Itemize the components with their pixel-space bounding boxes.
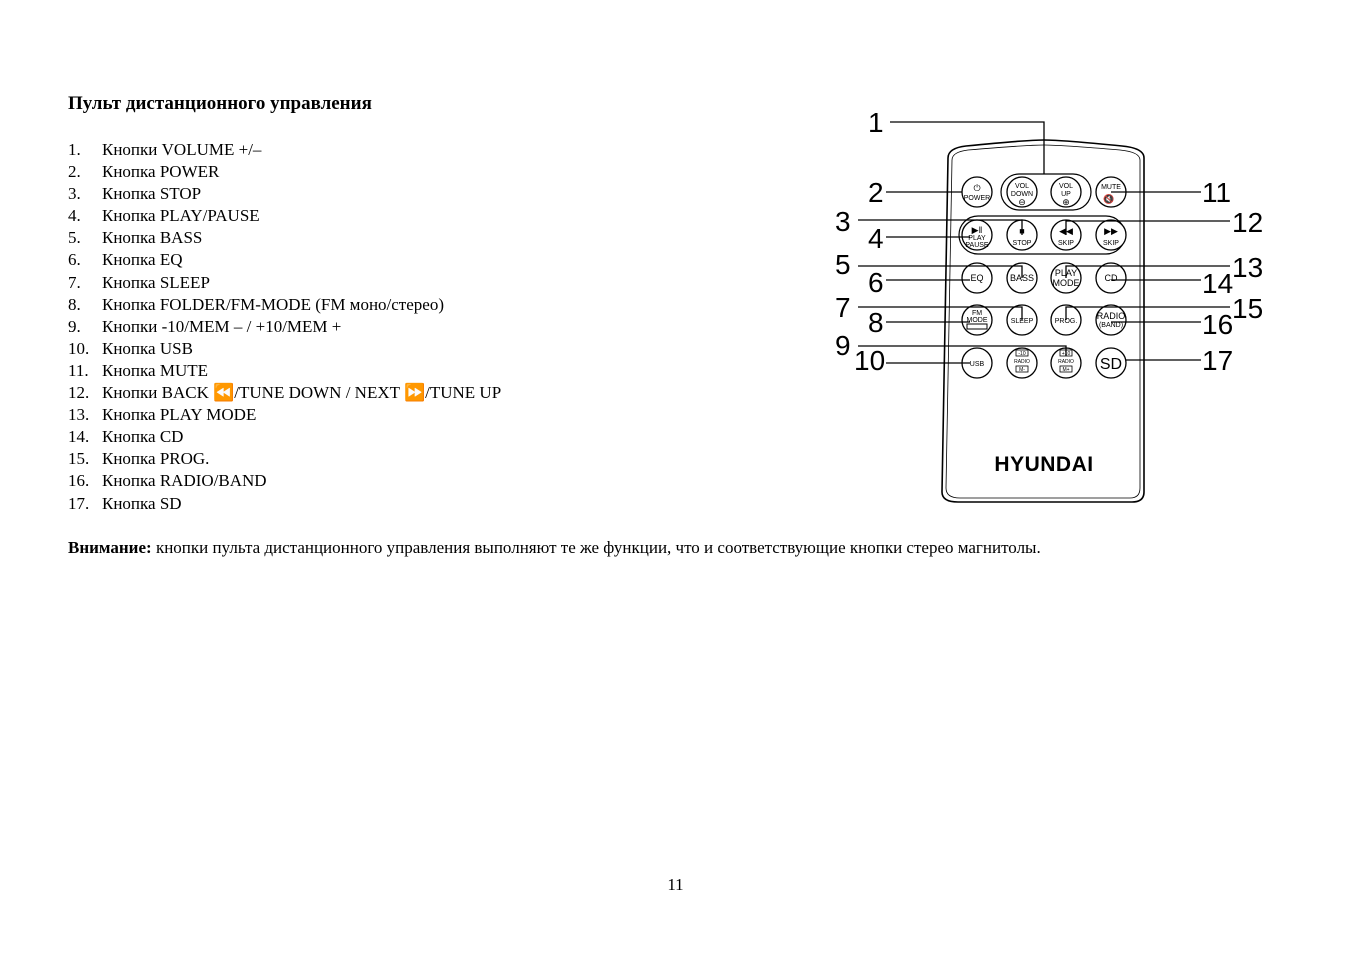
list-item [68,272,501,294]
list-text: Кнопки -10/MEM – / +10/MEM + [102,316,342,336]
bass-button-label: BASS [1009,273,1035,283]
vol-down-label-2: DOWN [1010,191,1034,198]
list-number: 13. [68,405,90,425]
list-text: Кнопка STOP [102,184,202,204]
callout-12: 12 [1232,207,1264,238]
list-item [68,404,501,426]
list-number: 5. [68,228,81,248]
skip-forward-button [1096,220,1126,250]
page-number: 11 [667,875,684,894]
list-item [68,426,501,448]
list-number: 14. [68,427,90,447]
eq-button [962,263,992,293]
fast-forward-icon: ▶▶ [1104,226,1118,236]
list-number: 10. [68,338,90,358]
cd-button [1096,263,1126,293]
list-number: 9. [68,316,81,336]
power-icon: ⏻ [973,183,981,193]
sleep-button-label: SLEEP [1010,318,1034,325]
vol-up-label-1: VOL [1058,183,1074,190]
list-number: 7. [68,272,81,292]
vol-up-button [1051,177,1081,207]
fm-mode-label-2: MODE [966,317,988,324]
callout-8: 8 [868,307,884,338]
list-text: Кнопка CD [102,427,184,447]
list-item [68,360,501,382]
vol-up-label-2: UP [1061,191,1071,198]
list-text: Кнопка SLEEP [102,272,210,292]
sd-button-label: SD [1099,356,1123,373]
callout-15: 15 [1232,293,1264,324]
list-item [68,470,501,492]
list-number: 4. [68,206,81,226]
callout-14: 14 [1202,268,1234,299]
callout-2: 2 [868,177,884,208]
vol-down-button [1007,177,1037,207]
play-label-2: PAUSE [965,242,989,249]
list-item [68,161,501,183]
plus10-label-bot: M+ [1062,367,1070,373]
brand-logo: HYUNDAI [994,453,1094,476]
list-number: 6. [68,250,81,270]
callout-1: 1 [868,107,884,138]
sd-button [1096,348,1126,378]
skip-back-label: SKIP [1058,240,1074,247]
list-number: 16. [68,471,90,491]
list-item [68,316,501,338]
list-text: Кнопка PLAY MODE [102,405,257,425]
list-number: 1. [68,140,81,159]
list-number: 2. [68,162,81,182]
mute-button-label: MUTE [1101,184,1121,191]
radio-label-1: RADIO [1096,311,1126,321]
list-number: 15. [68,449,90,469]
play-label-1: PLAY [968,235,986,242]
usb-button-label: USB [969,361,985,368]
callout-6: 6 [868,267,884,298]
list-text: Кнопки BACK ⏪/TUNE DOWN / NEXT ⏩/TUNE UP [102,383,502,403]
list-item [68,382,501,404]
callout-5: 5 [835,249,851,280]
list-text: Кнопка EQ [102,250,183,270]
list-item [68,227,501,249]
radio-band-button [1096,305,1126,335]
list-text: Кнопка FOLDER/FM-MODE (FM моно/стерео) [102,294,444,314]
play-mode-label-1: PLAY [1054,268,1078,278]
plus-icon: ⊕ [1062,197,1070,207]
fm-mode-button [962,305,992,335]
list-number: 17. [68,493,90,513]
list-number: 3. [68,184,81,204]
attention-text: кнопки пульта дистанционного управления выполняют те же функции, что и соответствующие кнопки стерео магнитолы. [151,538,1041,557]
play-mode-label-2: MODE [1052,278,1080,288]
eq-button-label: EQ [970,273,984,283]
callout-3: 3 [835,206,851,237]
list-item [68,338,501,360]
list-text: Кнопка PROG. [102,449,210,469]
vol-down-label-1: VOL [1014,183,1030,190]
list-item [68,139,501,161]
plus10-label-top: +10 [1061,351,1071,357]
plus10-label-mid: RADIO [1058,359,1074,365]
list-text: Кнопки VOLUME +/– [102,140,262,159]
speaker-mute-icon: 🔇 [1103,194,1115,204]
list-text: Кнопка POWER [102,162,220,182]
callout-lines [858,122,1230,363]
cd-button-label: CD [1104,273,1118,283]
callout-4: 4 [868,223,884,254]
callout-10: 10 [854,345,886,376]
list-text: Кнопка MUTE [102,360,208,380]
list-number: 12. [68,383,90,403]
skip-forward-label: SKIP [1103,240,1119,247]
attention-note [68,537,1041,559]
rewind-icon: ◀◀ [1059,226,1073,236]
list-text: Кнопка USB [102,338,193,358]
list-item [68,294,501,316]
list-item [68,183,501,205]
list-item [68,205,501,227]
list-text: Кнопка BASS [102,228,203,248]
fm-mode-label-1: FM [971,310,983,317]
list-item [68,448,501,470]
minus10-label-bot: M- [1019,367,1025,373]
list-item [68,249,501,271]
list-item [68,493,501,515]
list-text: Кнопка RADIO/BAND [102,471,267,491]
button-list [68,139,501,515]
list-number: 8. [68,294,81,314]
play-pause-button [962,220,992,250]
callout-17: 17 [1202,345,1234,376]
callout-9: 9 [835,330,851,361]
callout-13: 13 [1232,252,1264,283]
callout-16: 16 [1202,309,1234,340]
remote-control-diagram [826,104,1276,508]
radio-label-2: (BAND) [1098,322,1124,329]
stop-button-label: STOP [1012,240,1032,247]
minus-icon: ⊖ [1018,197,1026,207]
power-button [962,177,992,207]
power-button-label: POWER [963,195,991,202]
minus10-label-mid: RADIO [1014,359,1030,365]
play-pause-icon: ▶‖ [971,225,983,235]
list-text: Кнопка PLAY/PAUSE [102,206,260,226]
list-number: 11. [68,360,89,380]
stop-icon: ■ [1019,226,1025,236]
callout-7: 7 [835,292,851,323]
callout-11: 11 [1202,177,1232,208]
attention-label: Внимание: [68,538,152,557]
page-title: Пульт дистанционного управления [68,93,372,114]
minus10-mem-button [1007,348,1037,378]
list-text: Кнопка SD [102,493,182,513]
minus10-label-top: -10 [1018,351,1026,357]
prog-button-label: PROG. [1054,318,1078,325]
